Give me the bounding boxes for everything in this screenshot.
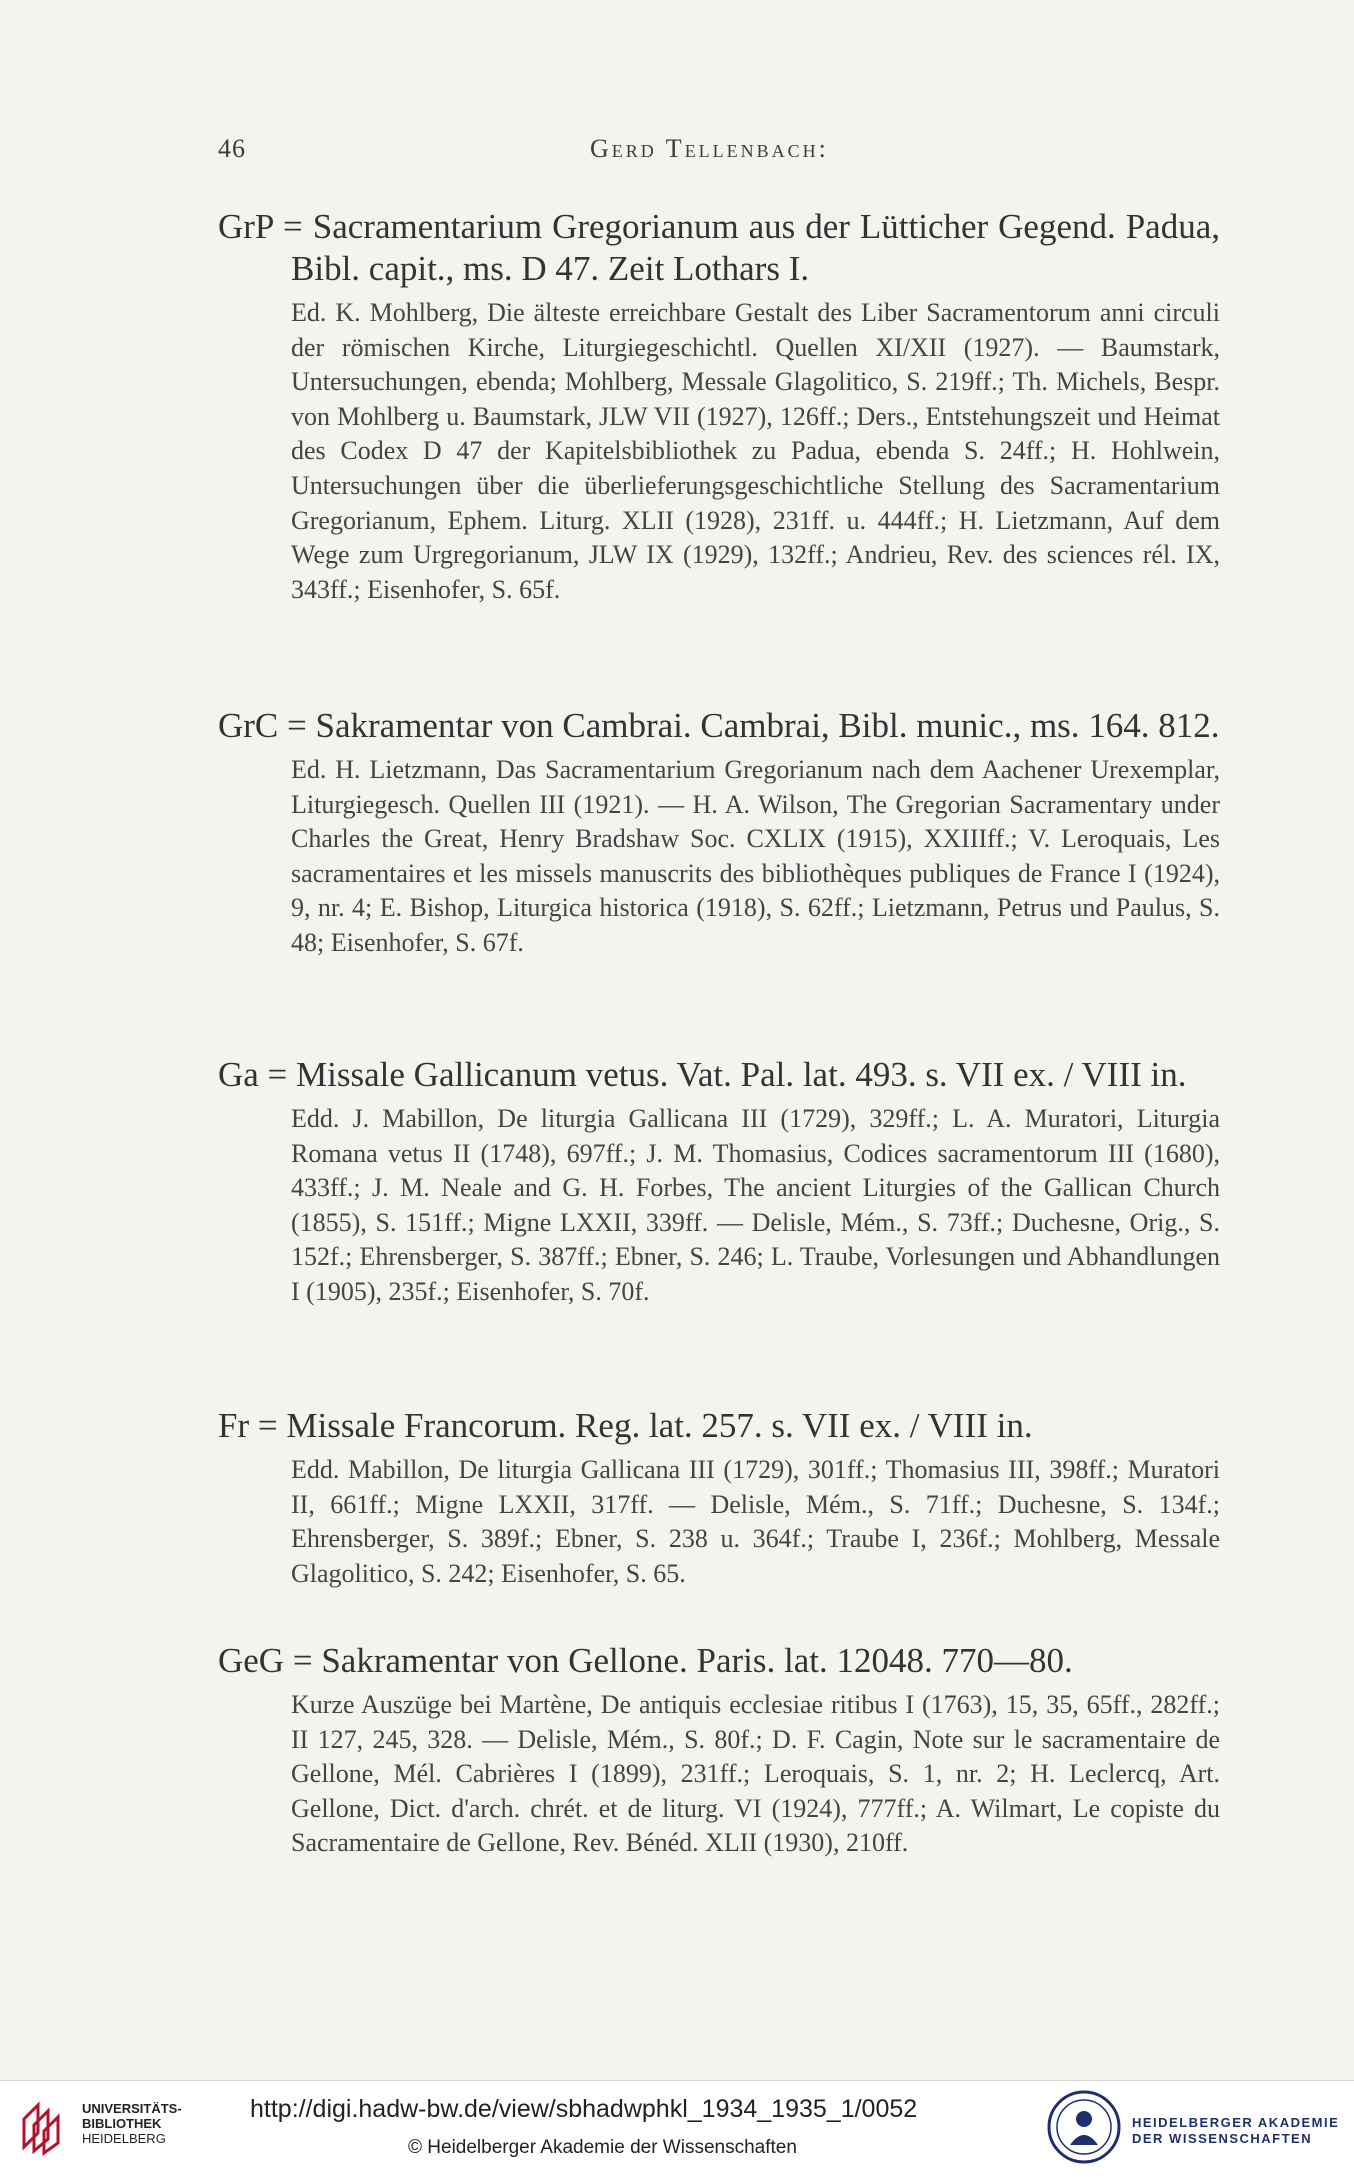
permalink-url[interactable]: http://digi.hadw-bw.de/view/sbhadwphkl_1934_1935_1/0052 <box>250 2095 918 2123</box>
running-title: Gerd Tellenbach: <box>590 134 829 163</box>
ub-heidelberg-logo-icon[interactable] <box>14 2097 74 2157</box>
entry-geg <box>218 1640 1220 1861</box>
academy-name: HEIDELBERGER AKADEMIE DER WISSENSCHAFTEN <box>1132 2115 1340 2146</box>
library-name: UNIVERSITÄTS- BIBLIOTHEK HEIDELBERG <box>82 2101 182 2146</box>
entry-grp <box>218 206 1220 607</box>
entry-body: Kurze Auszüge bei Martène, De antiquis ecclesiae ritibus I (1763), 15, 35, 65ff., 282ff.; II 127, 245, 328. — Delisle, Mém., S. 80f.; D. F. Cagin, Note sur le sacramentaire de Gellone, Mél. Cabrières I (1899), 231ff.; Leroquais, S. 1, nr. 2; H. Leclercq, Art. Gellone, Dict. d'arch. chrét. et de liturg. VI (1924), 777ff.; A. Wilmart, Le copiste du Sacramentaire de Gellone, Rev. Bénéd. XLII (1930), 210ff. <box>291 1690 1220 1858</box>
hadw-seal-icon[interactable] <box>1046 2089 1122 2165</box>
entry-body: Ed. H. Lietzmann, Das Sacramentarium Gregorianum nach dem Aachener Urexemplar, Liturgiegesch. Quellen III (1921). — H. A. Wilson, The Gregorian Sacramentary under Charles the Great, Henry Bradshaw Soc. CXLIX (1915), XXIIIff.; V. Leroquais, Les sacramentaires et les missels manuscrits des bibliothèques publiques de France I (1924), 9, nr. 4; E. Bishop, Liturgica historica (1918), S. 62ff.; Lietzmann, Petrus und Paulus, S. 48; Eisenhofer, S. 67f. <box>291 755 1220 957</box>
entry-heading: Ga = Missale Gallicanum vetus. Vat. Pal. lat. 493. s. VII ex. / VIII in. <box>218 1055 1187 1094</box>
entry-body: Edd. Mabillon, De liturgia Gallicana III (1729), 301ff.; Thomasius III, 398ff.; Muratori II, 661ff.; Migne LXXII, 317ff. — Delisle, Mém., S. 71ff.; Duchesne, S. 134f.; Ehrensberger, S. 389f.; Ebner, S. 238 u. 364f.; Traube I, 236f.; Mohlberg, Messale Glagolitico, S. 242; Eisenhofer, S. 65. <box>291 1455 1220 1588</box>
entry-body: Edd. J. Mabillon, De liturgia Gallicana III (1729), 329ff.; L. A. Muratori, Liturgia Romana vetus II (1748), 697ff.; J. M. Thomasius, Codices sacramentorum III (1680), 433ff.; J. M. Neale and G. H. Forbes, The ancient Liturgies of the Gallican Church (1855), S. 151ff.; Migne LXXII, 339ff. — Delisle, Mém., S. 73ff.; Duchesne, Orig., S. 152f.; Ehrensberger, S. 387ff.; Ebner, S. 246; L. Traube, Vorlesungen und Abhandlungen I (1905), 235f.; Eisenhofer, S. 70f. <box>291 1104 1220 1306</box>
entry-ga <box>218 1054 1220 1310</box>
copyright-notice: © Heidelberger Akademie der Wissenschaften <box>408 2137 797 2158</box>
entry-grc <box>218 705 1220 961</box>
entry-body: Ed. K. Mohlberg, Die älteste erreichbare Gestalt des Liber Sacramentorum anni circuli der römischen Kirche, Liturgiegeschichtl. Quellen XI/XII (1927). — Baumstark, Untersuchungen, ebenda; Mohlberg, Messale Glagolitico, S. 219ff.; Th. Michels, Bespr. von Mohlberg u. Baumstark, JLW VII (1927), 126ff.; Ders., Entstehungszeit und Heimat des Codex D 47 der Kapitelsbibliothek zu Padua, ebenda S. 24ff.; H. Hohlwein, Untersuchungen über die überlieferungsgeschichtliche Stellung des Sacramentarium Gregorianum, Ephem. Liturg. XLII (1928), 231ff. u. 444ff.; H. Lietzmann, Auf dem Wege zum Urgregorianum, JLW IX (1929), 132ff.; Andrieu, Rev. des sciences rél. IX, 343ff.; Eisenhofer, S. 65f. <box>291 298 1220 604</box>
entry-heading: GrC = Sakramentar von Cambrai. Cambrai, Bibl. munic., ms. 164. 812. <box>218 706 1220 745</box>
page-number: 46 <box>218 134 246 163</box>
entry-fr <box>218 1405 1220 1591</box>
entry-heading: Fr = Missale Francorum. Reg. lat. 257. s. VII ex. / VIII in. <box>218 1406 1033 1445</box>
viewer-footer <box>0 2080 1354 2177</box>
entry-heading: GeG = Sakramentar von Gellone. Paris. lat. 12048. 770—80. <box>218 1641 1073 1680</box>
entry-heading: GrP = Sacramentarium Gregorianum aus der Lütticher Gegend. Padua, Bibl. capit., ms. D 47. Zeit Lothars I. <box>218 207 1220 288</box>
page-header <box>218 134 1138 174</box>
